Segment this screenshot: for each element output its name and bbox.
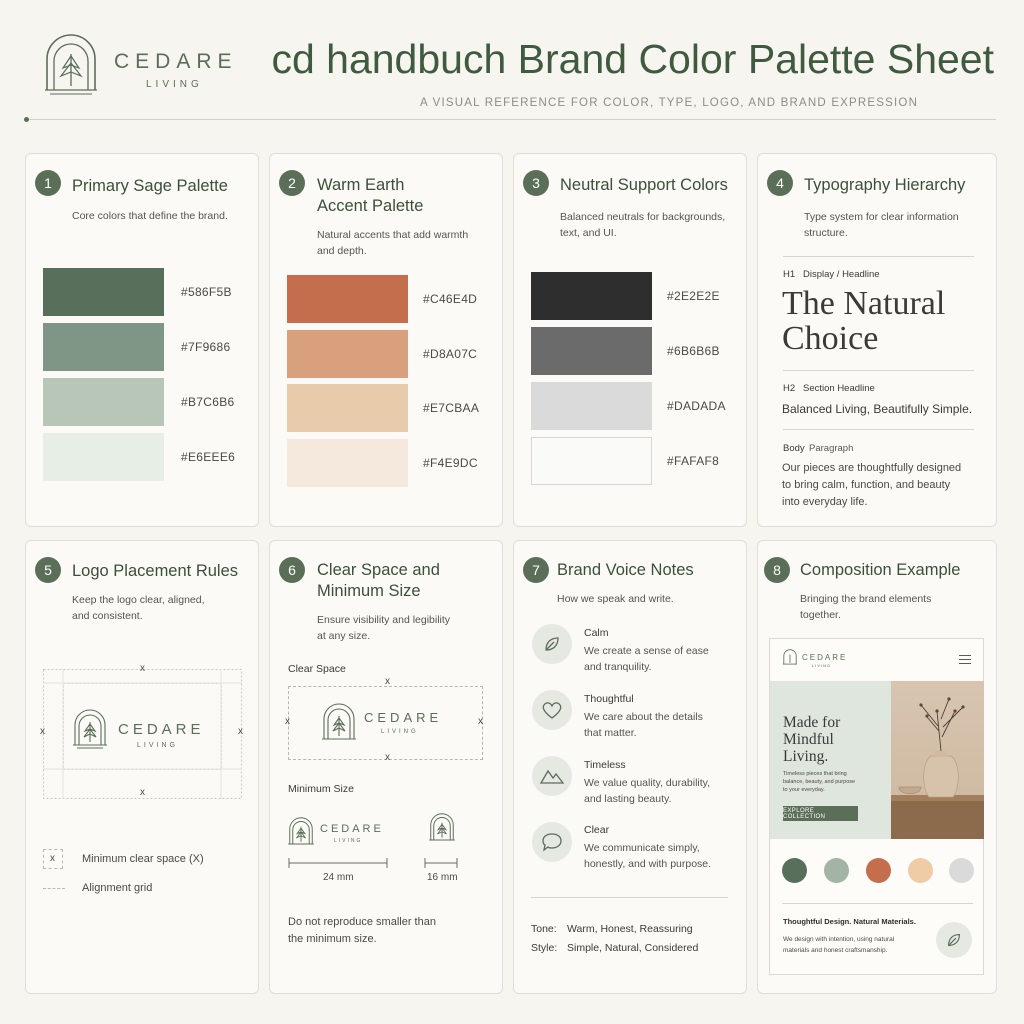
tone-value: Warm, Honest, Reassuring [567,923,693,935]
clear-space-x-right: x [478,716,483,727]
voice-desc-line-1: We communicate simply, [584,842,700,854]
hex-code: #FAFAF8 [667,454,720,468]
divider [783,256,974,257]
clear-space-x-bottom: x [140,787,145,798]
h1-sample-line-2: Choice [782,320,879,357]
mountain-icon [532,756,572,796]
clear-space-label: Clear Space [288,663,346,675]
card-title-line-1: Warm Earth [317,176,405,194]
page-title: cd handbuch Brand Color Palette Sheet [271,36,994,82]
card-brand-voice-notes [513,540,747,994]
clear-space-x-right: x [238,726,243,737]
hero-image [891,681,984,839]
voice-desc-line-2: and lasting beauty. [584,793,672,805]
color-swatch [287,330,408,378]
brand-name: CEDARE [114,50,238,73]
size-16mm: 16 mm [427,872,458,883]
hero-text-panel [770,681,891,839]
card-number: 4 [767,170,793,196]
hero-text-line-2: balance, beauty, and purpose [783,779,856,785]
hex-code: #C46E4D [423,292,478,306]
color-swatch [531,272,652,320]
hero-title-line-3: Living. [783,748,829,765]
color-swatch [287,439,408,487]
clear-space-box [285,676,483,763]
voice-desc-line-2: and tranquility. [584,661,652,673]
card-title: Brand Voice Notes [557,561,694,579]
hamburger-menu-icon[interactable] [959,655,971,664]
logo-wordmark-24mm: CEDARE [320,823,384,835]
card-description-line-1: Bringing the brand elements [800,593,932,605]
size-note-line-1: Do not reproduce smaller than [288,916,436,928]
voice-name: Timeless [584,759,626,771]
logo-wordmark: CEDARE [364,710,443,725]
card-warm-earth-palette [269,153,503,527]
color-swatch [287,275,408,323]
card-description-line-2: together. [800,609,841,621]
card-description-line-1: Type system for clear information [804,211,959,223]
card-title: Neutral Support Colors [560,176,728,194]
voice-desc-line-1: We care about the details [584,711,703,723]
hex-code: #6B6B6B [667,344,720,358]
voice-desc-line-1: We value quality, durability, [584,777,711,789]
card-number: 3 [523,170,549,196]
palette-dot [949,858,974,883]
dimension-lines [288,857,488,869]
legend-alignment-grid: Alignment grid [82,882,153,894]
mock-logo-subwordmark: LIVING [812,663,832,668]
color-swatch [43,433,164,481]
mock-webpage [769,638,984,975]
footer-title: Thoughtful Design. Natural Materials. [783,917,916,926]
card-description-line-2: and consistent. [72,610,143,622]
card-neutral-support-colors [513,153,747,527]
card-description: Core colors that define the brand. [72,210,228,222]
hero-text-line-1: Timeless pieces that bring [783,771,847,777]
voice-desc-line-1: We create a sense of ease [584,645,709,657]
divider [783,429,974,430]
header-divider [26,119,996,120]
palette-dot [908,858,933,883]
hero-title-line-1: Made for [783,714,841,731]
card-logo-placement-rules [25,540,259,994]
h1-tag: H1 [783,269,796,280]
hero-text-line-3: to your everyday. [783,787,825,793]
voice-name: Calm [584,627,609,639]
logo-subwordmark: LIVING [381,729,419,735]
hex-code: #7F9686 [181,340,231,354]
card-clear-space-minimum-size [269,540,503,994]
h1-sample-line-1: The Natural [782,285,946,322]
tone-label: Tone: [531,923,557,935]
color-swatch [287,384,408,432]
clear-space-x-top: x [385,676,390,687]
mock-logo-mark [783,649,797,666]
hex-code: #2E2E2E [667,289,720,303]
hex-code: #DADADA [667,399,726,413]
body-sample-line-3: into everyday life. [782,496,868,508]
card-description-line-1: Balanced neutrals for backgrounds, [560,211,726,223]
hero-title-line-2: Mindful [783,731,834,748]
logo-wordmark: CEDARE [118,721,205,738]
hex-code: #D8A07C [423,347,478,361]
footer-text-line-1: We design with intention, using natural [783,936,895,943]
leaf-icon [532,624,572,664]
legend-clear-space: Minimum clear space (X) [82,853,204,865]
color-swatch [531,382,652,430]
clear-space-x-top: x [140,663,145,674]
heart-icon [532,690,572,730]
h2-tag: H2 [783,383,796,394]
palette-dot [782,858,807,883]
explore-collection-button[interactable]: EXPLORE COLLECTION [783,806,858,821]
card-description-line-2: structure. [804,227,848,239]
mock-logo-wordmark: CEDARE [802,653,848,662]
divider [782,903,973,904]
logo-subwordmark: LIVING [137,742,178,749]
palette-dot [824,858,849,883]
card-description-line-1: Keep the logo clear, aligned, [72,594,205,606]
card-title: Typography Hierarchy [804,176,966,194]
speech-bubble-icon [532,822,572,862]
card-title-line-2: Accent Palette [317,197,424,215]
voice-name: Clear [584,824,610,836]
header-divider-dot [24,117,29,122]
color-swatch [43,268,164,316]
body-sample-line-1: Our pieces are thoughtfully designed [782,462,962,474]
card-number: 6 [279,557,305,583]
divider [783,370,974,371]
body-label: Paragraph [809,443,854,454]
card-title-line-1: Clear Space and [317,561,440,579]
h2-label: Section Headline [803,383,875,394]
leaf-icon [936,922,972,958]
footer-text-line-2: materials and honest craftsmanship. [783,947,888,954]
hex-code: #E7CBAA [423,401,480,415]
minimum-size-label: Minimum Size [288,783,354,795]
card-description-line-2: and depth. [317,245,367,257]
hex-code: #586F5B [181,285,232,299]
voice-desc-line-2: honestly, and with purpose. [584,858,712,870]
card-title: Logo Placement Rules [72,562,239,580]
logo-clearspace-diagram [40,663,243,799]
alignment-grid-legend-line [43,888,65,889]
card-number: 5 [35,557,61,583]
clear-space-x-bottom: x [385,752,390,763]
clear-space-x-left: x [40,726,45,737]
card-description-line-2: text, and UI. [560,227,617,239]
color-swatch [43,378,164,426]
card-title: Composition Example [800,561,961,579]
voice-name: Thoughtful [584,693,634,705]
card-number: 7 [523,557,549,583]
style-value: Simple, Natural, Considered [567,942,699,954]
hex-code: #B7C6B6 [181,395,235,409]
voice-desc-line-2: that matter. [584,727,637,739]
body-tag: Body [783,443,805,454]
card-number: 1 [35,170,61,196]
clear-space-x-left: x [285,716,290,727]
h1-label: Display / Headline [803,269,880,280]
card-description: How we speak and write. [557,593,674,605]
logo-mark-24mm [288,817,314,847]
brand-subname: LIVING [146,79,203,90]
palette-dot [866,858,891,883]
card-description-line-1: Natural accents that add warmth [317,229,469,241]
card-typography-hierarchy [757,153,997,527]
style-label: Style: [531,942,558,954]
hex-code: #F4E9DC [423,456,478,470]
h2-sample: Balanced Living, Beautifully Simple. [782,402,973,416]
logo-subwordmark-24mm: LIVING [334,838,363,844]
color-swatch [531,437,652,485]
body-sample-line-2: to bring calm, function, and beauty [782,479,951,491]
size-note-line-2: the minimum size. [288,933,377,945]
card-description-line-2: at any size. [317,630,371,642]
card-number: 8 [764,557,790,583]
card-title-line-2: Minimum Size [317,582,421,600]
divider [531,897,728,898]
clear-space-legend-x: x [50,853,55,864]
card-title: Primary Sage Palette [72,177,228,195]
card-primary-sage-palette [25,153,259,527]
page-subtitle: A VISUAL REFERENCE FOR COLOR, TYPE, LOGO, AND BRAND EXPRESSION [420,97,919,109]
size-24mm: 24 mm [323,872,354,883]
logo-mark-16mm [429,813,455,843]
card-description-line-1: Ensure visibility and legibility [317,614,451,626]
card-composition-example [757,540,997,994]
hex-code: #E6EEE6 [181,450,236,464]
color-swatch [43,323,164,371]
brand-logo-mark [44,32,98,101]
card-number: 2 [279,170,305,196]
color-swatch [531,327,652,375]
